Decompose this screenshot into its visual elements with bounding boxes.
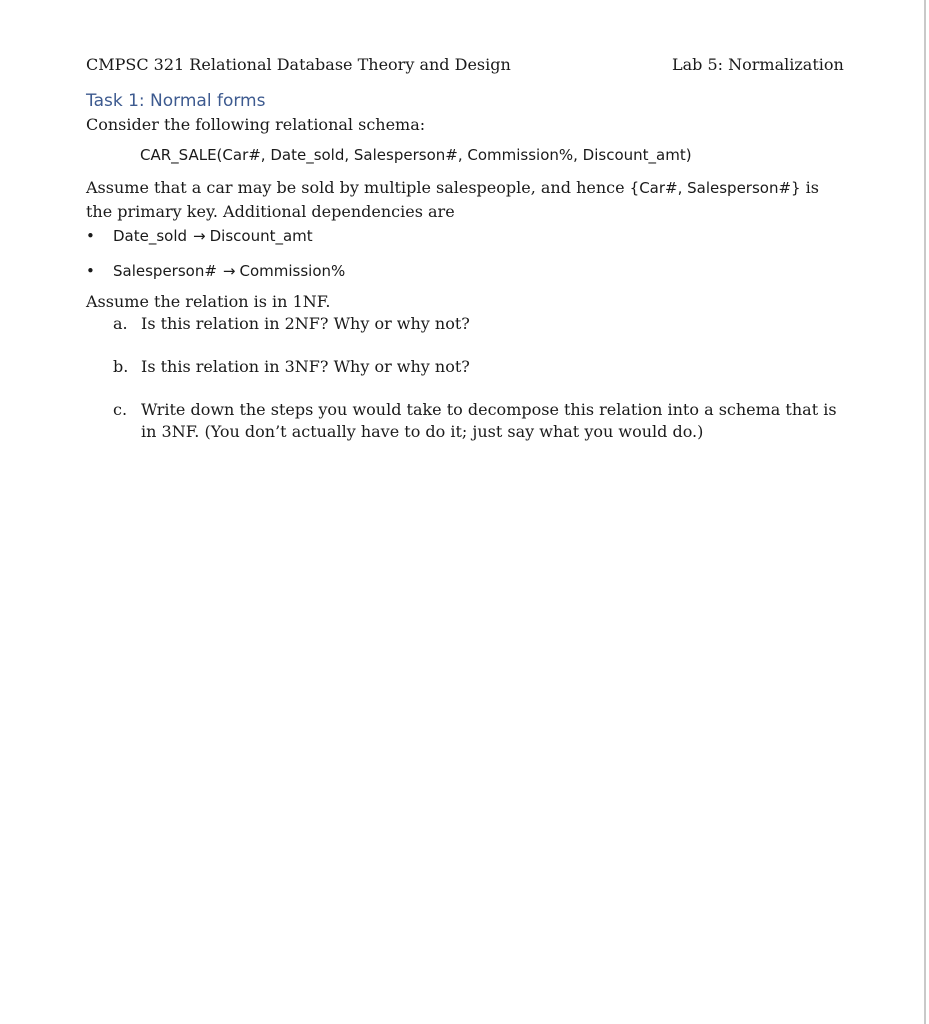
primary-key-text-a: Assume that a car may be sold by multiple salespeople, and hence — [86, 178, 630, 197]
bullet-icon: • — [86, 262, 95, 280]
task-heading: Task 1: Normal forms — [86, 91, 266, 111]
question-label: c. — [113, 400, 128, 419]
dependency-lhs: Salesperson# — [113, 262, 217, 280]
primary-key: {Car#, Salesperson#} — [629, 179, 801, 197]
assume-1nf-text: Assume the relation is in 1NF. — [86, 292, 331, 311]
course-title: CMPSC 321 Relational Database Theory and Design — [86, 55, 511, 74]
dependency-lhs: Date_sold — [113, 227, 188, 245]
question-b — [113, 356, 843, 378]
question-text: Is this relation in 3NF? Why or why not? — [141, 357, 470, 376]
question-a — [113, 313, 843, 335]
question-c — [113, 399, 843, 443]
dependency-item — [86, 262, 345, 280]
dependency-item — [86, 227, 313, 245]
right-arrow-icon: → — [222, 262, 236, 280]
dependency-rhs: Commission% — [239, 262, 346, 280]
right-arrow-icon: → — [193, 227, 206, 245]
primary-key-text-b: is the primary key. Additional dependencies are — [86, 178, 820, 221]
question-text: Is this relation in 2NF? Why or why not? — [141, 314, 470, 333]
primary-key-paragraph — [86, 176, 846, 223]
bullet-icon: • — [86, 227, 95, 245]
question-label: a. — [113, 314, 128, 333]
dependency-rhs: Discount_amt — [209, 227, 313, 245]
lab-title: Lab 5: Normalization — [672, 55, 844, 74]
question-text: Write down the steps you would take to decompose this relation into a schema that is in 3NF. (You don’t actually have to do it; just say what you would do.) — [141, 400, 837, 441]
question-label: b. — [113, 357, 129, 376]
relation-schema: CAR_SALE(Car#, Date_sold, Salesperson#, Commission%, Discount_amt) — [140, 146, 692, 164]
intro-text: Consider the following relational schema: — [86, 115, 426, 134]
